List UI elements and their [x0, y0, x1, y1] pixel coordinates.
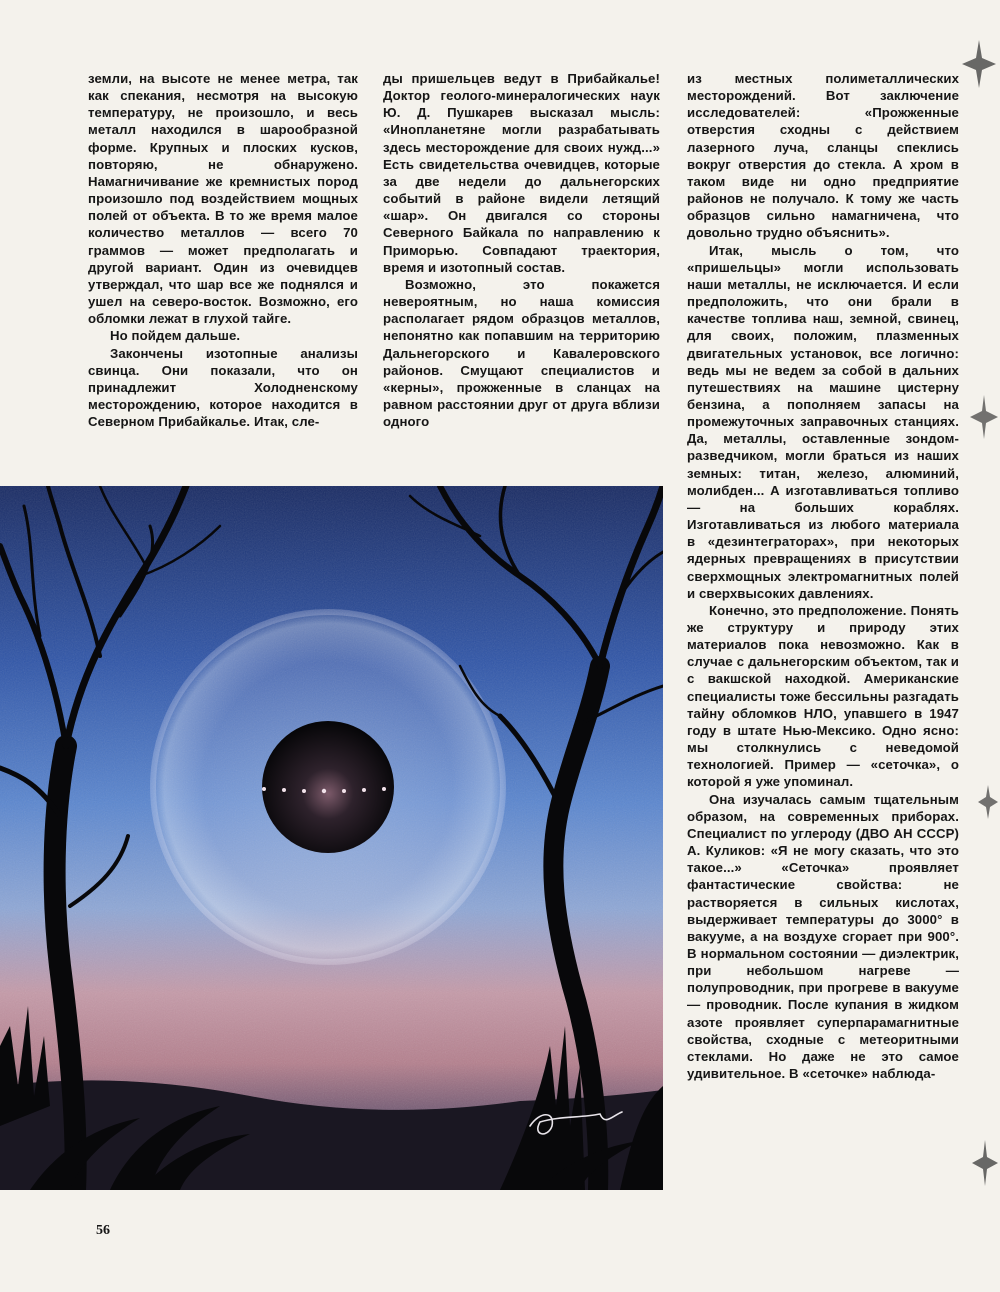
- paragraph: Конечно, это предположение. Понять же структуру и природу этих материалов пока невозможно. Как в случае с дальнегорским объектом, так и с вакшской находкой. Американские специалисты тоже бессильны разгадать тайну обломков НЛО, упавшего в 1947 году в штате Нью-Мексико. Одно ясно: мы столкнулись с неведомой технологией. Пример — «сеточка», о которой я уже упоминал.: [687, 602, 959, 790]
- ufo-night-illustration: [0, 486, 663, 1190]
- star-ornament-icon: [972, 1140, 998, 1186]
- sphere: [262, 721, 394, 853]
- paragraph: Но пойдем дальше.: [110, 328, 241, 344]
- paragraph: из местных полиметаллических месторождений. Вот заключение исследователей: «Прожженные отверстия сходны с действием лазерного луча, сланцы спеклись вокруг отверстия до стекла. А хром в таком виде ни одно предприятие районов не получало. К тому же часть образцов сильно намагничена, что довольно трудно объяснить».: [687, 71, 959, 241]
- paragraph: Возможно, это покажется невероятным, но наша комиссия располагает рядом образцов металлов, непонятно как попавшим на территорию Дальнегорского и Кавалеровского районов. Смущают специалистов и «керны», прожженные в сланцах на равном расстоянии друг от друга вблизи одного: [383, 276, 660, 430]
- star-ornament-icon: [970, 395, 998, 439]
- paragraph: Закончены изотопные анализы свинца. Они показали, что он принадлежит Холодненскому месторождению, которое находится в Северном Прибайкалье. Итак, сле-: [88, 345, 358, 430]
- page-number: 56: [96, 1223, 110, 1238]
- paragraph: Она изучалась самым тщательным образом, на современных приборах. Специалист по углероду (ДВО АН СССР) А. Куликов: «Я не могу сказать, что это такое...» «Сеточка» проявляет фантастические свойства: не растворяется в сильных кислотах, выдерживает температуры до 3000° в вакууме, а на воздухе сгорает при 900°. В нормальном состоянии — диэлектрик, при небольшом нагреве — полупроводник, при прогреве в вакууме — проводник. После купания в жидком азоте проявляет суперпарамагнитные свойства, сходные с метеоритными стеклами. Но даже не это самое удивительное. В «сеточке» наблюда-: [687, 791, 959, 1082]
- text-column-3: [687, 70, 959, 1082]
- star-ornament-icon: [962, 40, 996, 88]
- paragraph: земли, на высоте не менее метра, так как спекания, несмотря на высокую температуру, не произошло, и весь металл находился в шарообразной форме. Крупных и плоских кусков, повторяю, не обнаружено. Намагничивание же кремнистых пород произошло под воздействием мощных полей от объекта. В то же время малое количество металлов — всего 70 граммов — может предполагать и другой вариант. Один из очевидцев утверждал, что шар все же поднялся и ушел на северо-восток. Возможно, его обломки лежат в глухой тайге.: [88, 71, 358, 327]
- text-column-1: [88, 70, 358, 430]
- paragraph: Итак, мысль о том, что «пришельцы» могли использовать наши металлы, не исключается. И если предположить, что они брали в качестве топлива наш, земной, свинец, для своих, положим, плазменных двигательных установок, все логично: ведь мы не ведем за собой в дальних путешествиях на машине цистерну бензина, а пополняем запасы на промежуточных заправочных станциях. Да, металлы, оставленные зондом-разведчиком, могли браться из наших земных: титан, железо, алюминий, молибден... А изготавливаться топливо — на больших кораблях. Изготавливаться из любого материала в «дезинтеграторах», при некоторых ядерных превращениях в присутствии сверхмощных электромагнитных полей и сверхвысоких давлениях.: [687, 242, 959, 601]
- text-column-2: [383, 70, 660, 430]
- paragraph: ды пришельцев ведут в Прибайкалье! Доктор геолого-минералогических наук Ю. Д. Пушкарев высказал мысль: «Инопланетяне могли разрабатывать здесь месторождение для своих нужд...» Есть свидетельства очевидцев, которые за две недели до дальнегорских событий в районе видели летящий «шар». Он двигался со стороны Северного Байкала по направлению к Приморью. Совпадают траектория, время и изотопный состав.: [383, 71, 660, 275]
- star-ornament-icon: [978, 785, 998, 819]
